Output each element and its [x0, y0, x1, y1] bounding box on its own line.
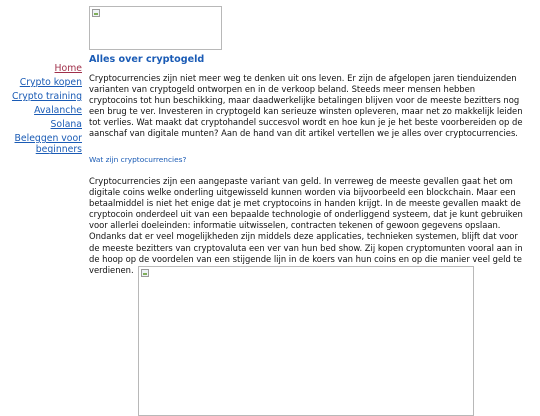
- section-heading: Wat zijn cryptocurrencies?: [89, 155, 187, 164]
- sidebar-item-beleggen-voor-beginners[interactable]: Beleggen voor beginners: [14, 133, 82, 156]
- intro-paragraph: Cryptocurrencies zijn niet meer weg te denken uit ons leven. Er zijn de afgelopen jaren tienduizenden varianten van cryptogeld ontworpen en in de verkoop beland. Steeds meer mensen hebben cryptocoins tot hun beschikking, maar daadwerkelijke betalingen blijven voor de meeste bezitters nog een brug te ver. Investeren in cryptogeld kan serieuze winsten opleveren, maar net zo makkelijk leiden tot verlies. Wat maakt dat cryptohandel succesvol wordt en hoe kun je je het beste voorbereiden op de aanschaf van digitale munten? Aan de hand van dit artikel vertellen we je alles over cryptocurrencies.: [89, 73, 523, 139]
- sidebar-item-crypto-kopen[interactable]: Crypto kopen: [19, 77, 82, 88]
- article-image: [138, 266, 474, 416]
- broken-image-icon: [141, 269, 149, 277]
- page-title: Alles over cryptogeld: [89, 54, 205, 65]
- sidebar-item-crypto-training[interactable]: Crypto training: [11, 91, 82, 102]
- broken-image-icon: [92, 9, 100, 17]
- sidebar-item-avalanche[interactable]: Avalanche: [34, 105, 82, 116]
- sidebar-item-home[interactable]: Home: [54, 63, 82, 74]
- sidebar-nav: [0, 63, 82, 158]
- header-image: [89, 6, 222, 50]
- sidebar-item-solana[interactable]: Solana: [50, 119, 82, 130]
- body-paragraph: Cryptocurrencies zijn een aangepaste variant van geld. In verreweg de meeste gevallen gaat het om digitale coins welke onderling uitgewisseld kunnen worden via bijvoorbeeld een blockchain. Maar een betaalmiddel is niet het enige dat je met cryptocoins in handen krijgt. In de meeste gevallen maakt de cryptocoin onderdeel uit van een bepaalde technologie of onderliggend systeem, dat je kunt gebruiken voor allerlei doeleinden: informatie uitwisselen, contracten tekenen of gewoon gegevens opslaan. Ondanks dat er veel mogelijkheden zijn middels deze applicaties, technieken systemen, blijft dat voor de meeste bezitters van cryptovaluta een ver van hun bed show. Zij kopen cryptomunten vooral aan in de hoop op de voordelen van een stijgende lijn in de koers van hun coins en op die manier veel geld te verdienen.: [89, 176, 523, 275]
